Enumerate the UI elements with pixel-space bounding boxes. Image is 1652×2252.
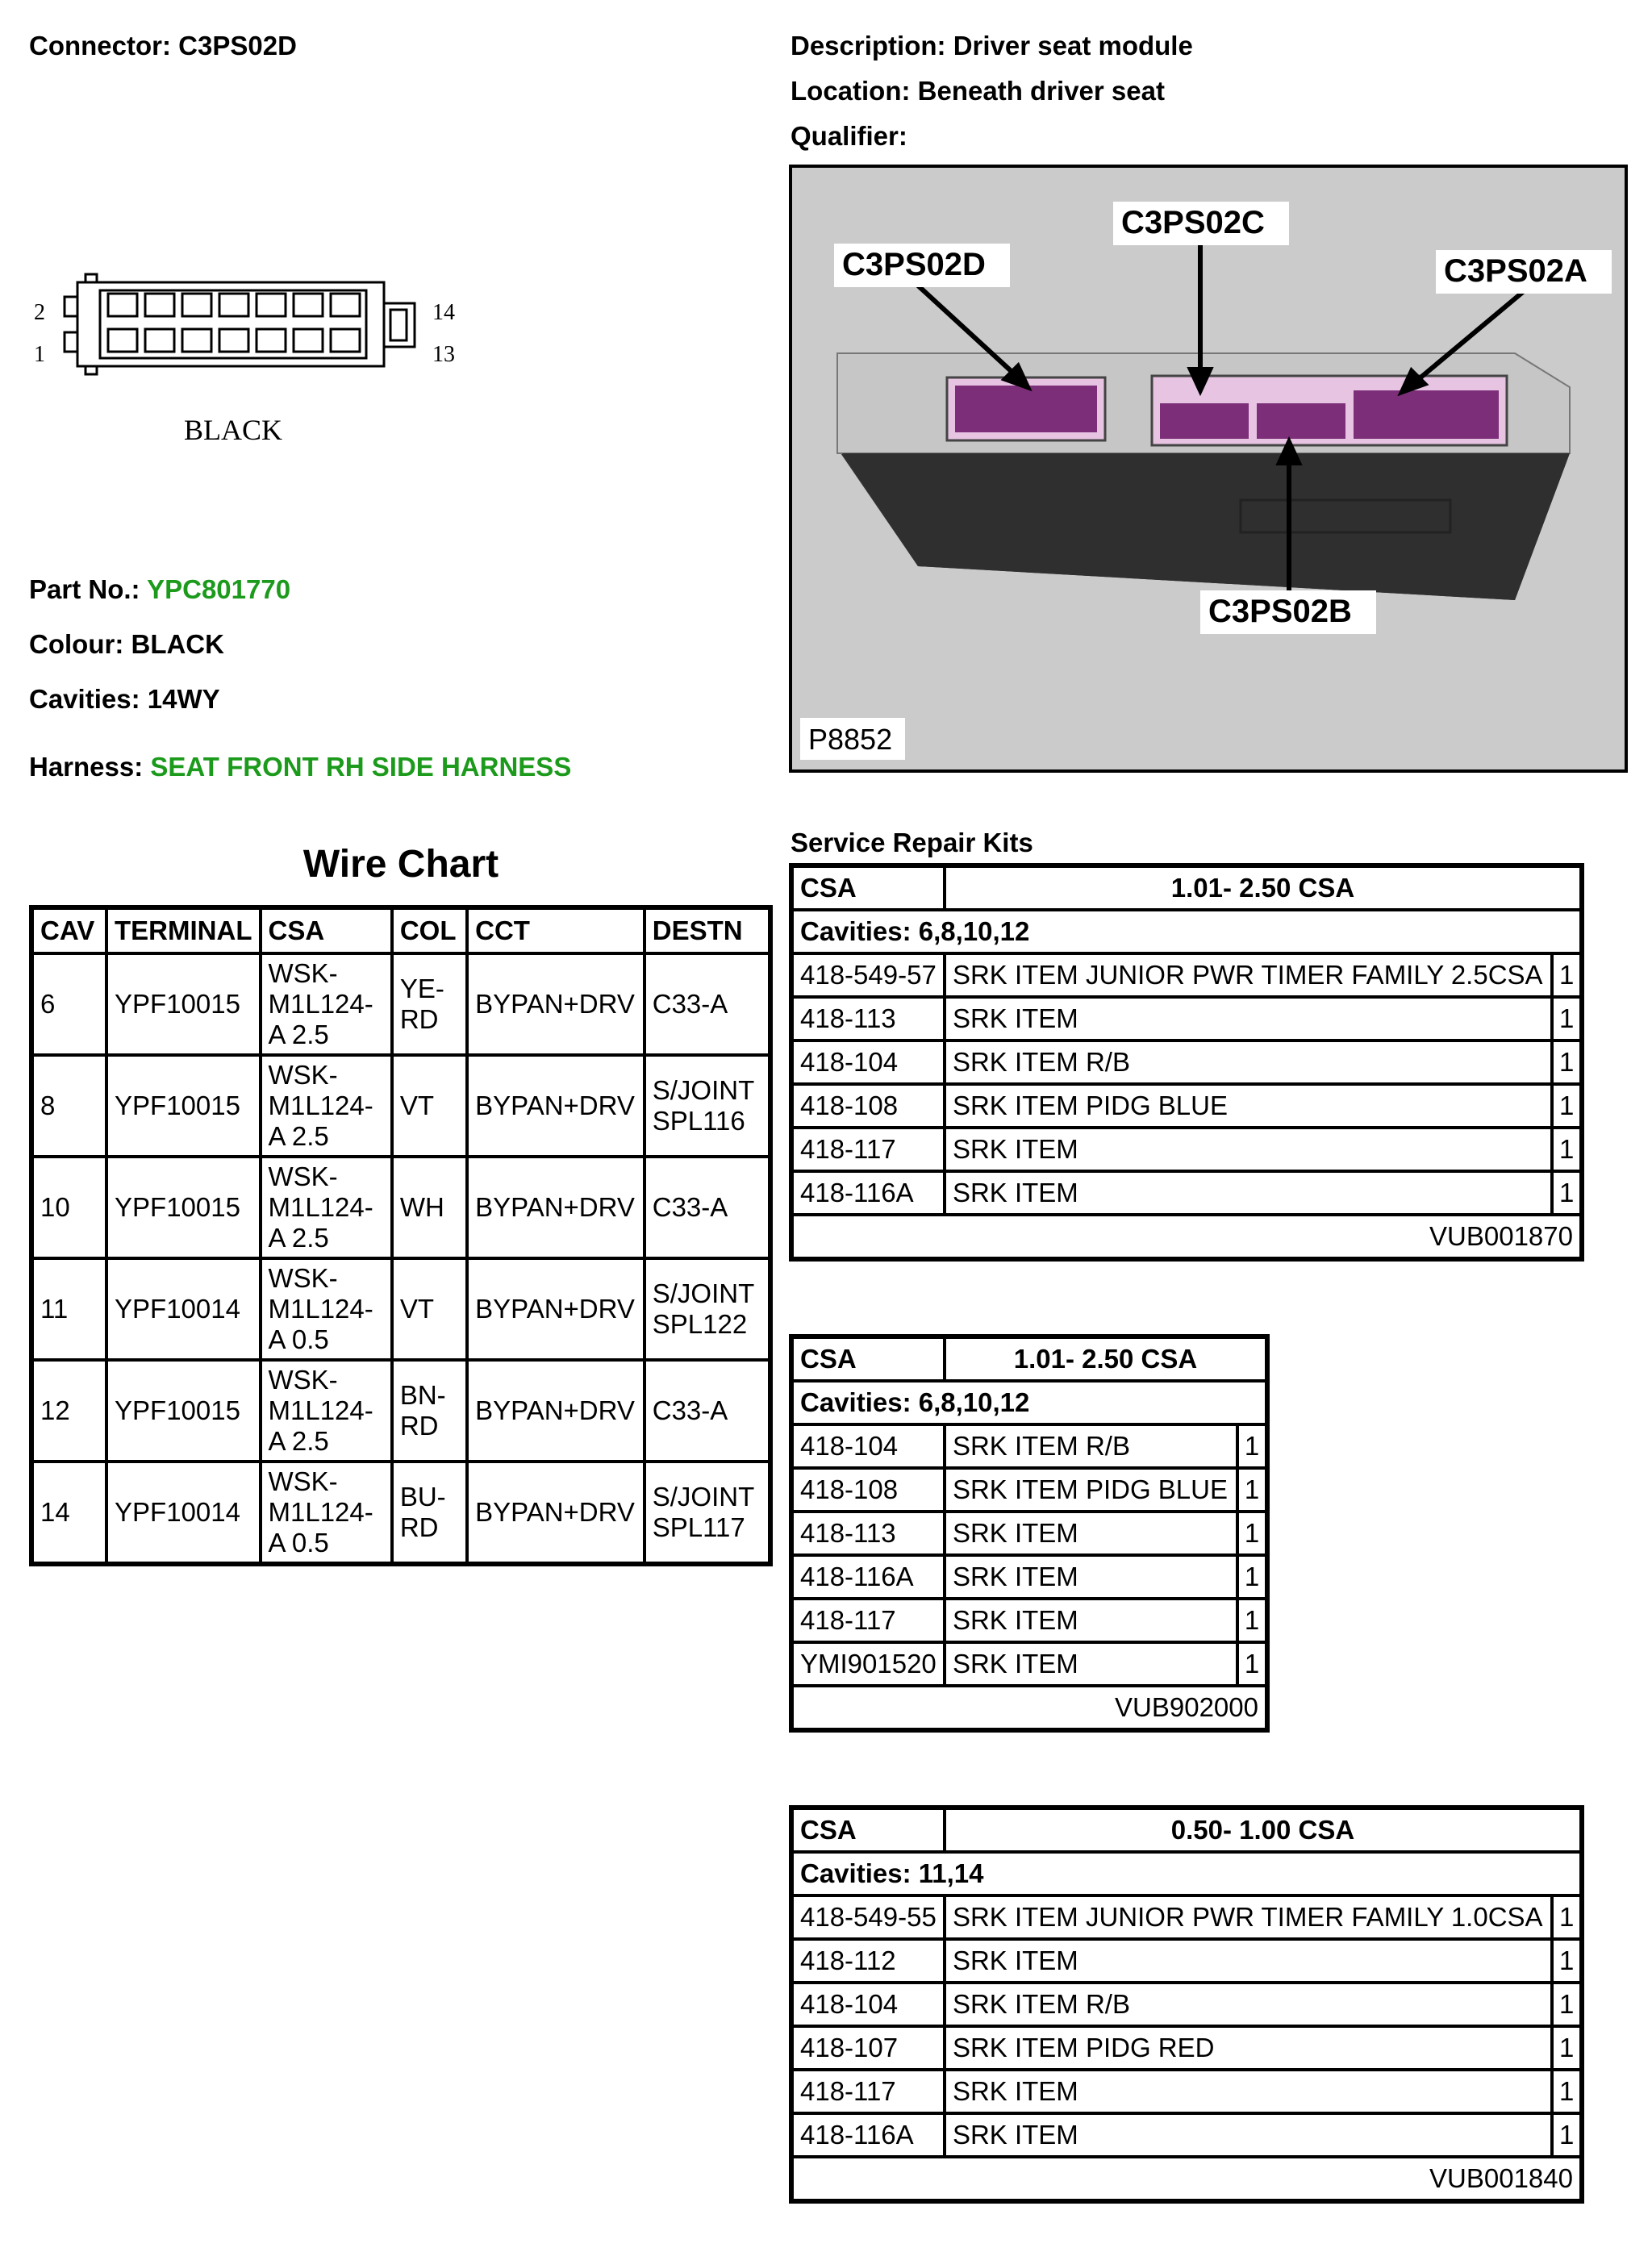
kit-item-quantity: 1 [1552, 997, 1582, 1041]
pin-label-14: 14 [432, 300, 455, 325]
wire-chart-title: Wire Chart [302, 843, 499, 886]
wire-cell-cct: BYPAN+DRV [467, 953, 645, 1055]
wire-cell-cav: 10 [31, 1157, 106, 1258]
kit-item-row [791, 1041, 1582, 1084]
wire-cell-col: VT [392, 1055, 467, 1157]
kit-item-row [791, 1642, 1267, 1686]
kit-csa-range: 0.50- 1.00 CSA [945, 1808, 1582, 1852]
wire-cell-csa: WSK- M1L124- A 2.5 [261, 1360, 392, 1462]
kit-item-code: 418-117 [791, 1128, 945, 1171]
kit-item-quantity: 1 [1552, 953, 1582, 997]
harness-line: Harness: SEAT FRONT RH SIDE HARNESS [29, 752, 572, 782]
wire-cell-cav: 12 [31, 1360, 106, 1462]
kit-item-description: SRK ITEM [945, 1555, 1237, 1599]
kit-item-row [791, 953, 1582, 997]
kit-cavities: Cavities: 11,14 [791, 1852, 1582, 1895]
kit-item-description: SRK ITEM JUNIOR PWR TIMER FAMILY 2.5CSA [945, 953, 1552, 997]
wire-chart-header-row [31, 907, 770, 953]
header-destn: DESTN [645, 907, 770, 953]
kit-cavities: Cavities: 6,8,10,12 [791, 1381, 1267, 1424]
photo-label-c3ps02b: C3PS02B [1208, 594, 1352, 629]
kit-reference-row [791, 2157, 1582, 2201]
kit-item-code: 418-108 [791, 1084, 945, 1128]
connector-cavity [108, 294, 137, 316]
kit-item-row [791, 1555, 1267, 1599]
kit-item-description: SRK ITEM [945, 1171, 1552, 1215]
connector-cavity [331, 294, 360, 316]
pin-label-1: 1 [34, 342, 45, 367]
kit-reference: VUB902000 [791, 1686, 1267, 1730]
kit-item-quantity: 1 [1552, 1084, 1582, 1128]
connector-face-diagram [29, 266, 455, 460]
wire-cell-csa: WSK- M1L124- A 2.5 [261, 953, 392, 1055]
location-photo [789, 165, 1628, 773]
kit-csa-range: 1.01- 2.50 CSA [945, 1337, 1267, 1381]
wire-cell-col: BN- RD [392, 1360, 467, 1462]
service-repair-kits-title: Service Repair Kits [791, 828, 1033, 857]
wire-cell-cav: 8 [31, 1055, 106, 1157]
kit-item-description: SRK ITEM PIDG RED [945, 2026, 1552, 2070]
kit-item-code: 418-549-55 [791, 1895, 945, 1939]
kit-item-quantity: 1 [1552, 2026, 1582, 2070]
colour-line: Colour: BLACK [29, 629, 224, 659]
wire-cell-terminal: YPF10015 [106, 1360, 260, 1462]
kit-item-description: SRK ITEM R/B [945, 1424, 1237, 1468]
kit-item-quantity: 1 [1552, 1171, 1582, 1215]
kit-item-description: SRK ITEM JUNIOR PWR TIMER FAMILY 1.0CSA [945, 1895, 1552, 1939]
kit-item-quantity: 1 [1552, 1939, 1582, 1983]
connector-colour-caption: BLACK [184, 414, 283, 446]
wire-chart-table [29, 905, 773, 1566]
kit-item-code: 418-108 [791, 1468, 945, 1512]
kit-cavities-row [791, 910, 1582, 953]
kit-csa-label: CSA [791, 1337, 945, 1381]
kit-cavities-row [791, 1381, 1267, 1424]
kit-item-quantity: 1 [1552, 2113, 1582, 2157]
photo-label-c3ps02a: C3PS02A [1444, 253, 1587, 289]
kit-item-row [791, 2113, 1582, 2157]
kit-item-code: 418-113 [791, 1512, 945, 1555]
kit-item-description: SRK ITEM [945, 1642, 1237, 1686]
wire-cell-cav: 6 [31, 953, 106, 1055]
kit-item-code: 418-116A [791, 2113, 945, 2157]
wire-cell-destn: C33-A [645, 1360, 770, 1462]
connector-cavity [219, 329, 248, 352]
kit-item-code: 418-117 [791, 1599, 945, 1642]
connector-cavity [331, 329, 360, 352]
kit-item-quantity: 1 [1552, 1128, 1582, 1171]
kit-item-code: 418-116A [791, 1555, 945, 1599]
kit-header-row [791, 1337, 1267, 1381]
kit-reference-row [791, 1686, 1267, 1730]
kit-item-row [791, 1895, 1582, 1939]
kit-item-code: 418-117 [791, 2070, 945, 2113]
header-terminal: TERMINAL [106, 907, 260, 953]
kit-item-code: YMI901520 [791, 1642, 945, 1686]
kit-item-row [791, 1983, 1582, 2026]
kit-cavities-row [791, 1852, 1582, 1895]
kit-item-code: 418-112 [791, 1939, 945, 1983]
wire-cell-destn: C33-A [645, 953, 770, 1055]
qualifier-line: Qualifier: [791, 121, 907, 151]
kit-item-description: SRK ITEM R/B [945, 1041, 1552, 1084]
kit-reference: VUB001870 [791, 1215, 1582, 1259]
header-col: COL [392, 907, 467, 953]
connector-line: Connector: C3PS02D [29, 31, 297, 60]
kit-item-code: 418-104 [791, 1424, 945, 1468]
kit-item-quantity: 1 [1237, 1599, 1267, 1642]
kit-item-description: SRK ITEM PIDG BLUE [945, 1468, 1237, 1512]
connector-cavity [294, 294, 323, 316]
wire-cell-cct: BYPAN+DRV [467, 1258, 645, 1360]
kit-item-row [791, 1128, 1582, 1171]
pin-label-13: 13 [432, 342, 455, 367]
wire-chart-row [31, 1462, 770, 1564]
kit-csa-label: CSA [791, 1808, 945, 1852]
part-number-line: Part No.: YPC801770 [29, 574, 291, 604]
kit-item-quantity: 1 [1552, 1983, 1582, 2026]
connector-cavity [219, 294, 248, 316]
harness-name: SEAT FRONT RH SIDE HARNESS [150, 752, 572, 782]
connector-cavity [257, 329, 286, 352]
wire-cell-cav: 14 [31, 1462, 106, 1564]
kit-item-description: SRK ITEM [945, 1512, 1237, 1555]
connector-cavity [257, 294, 286, 316]
kit-csa-label: CSA [791, 865, 945, 910]
kit-item-description: SRK ITEM [945, 1939, 1552, 1983]
photo-label-c3ps02c: C3PS02C [1121, 205, 1265, 240]
kit-item-row [791, 1084, 1582, 1128]
wire-cell-destn: S/JOINT SPL117 [645, 1462, 770, 1564]
photo-reference: P8852 [808, 723, 893, 756]
kit-item-quantity: 1 [1552, 1041, 1582, 1084]
kit-reference-row [791, 1215, 1582, 1259]
wire-cell-csa: WSK- M1L124- A 2.5 [261, 1157, 392, 1258]
kit-item-quantity: 1 [1552, 1895, 1582, 1939]
kit-item-description: SRK ITEM R/B [945, 1983, 1552, 2026]
wire-cell-csa: WSK- M1L124- A 0.5 [261, 1462, 392, 1564]
connector-cavity [294, 329, 323, 352]
kit-item-row [791, 2070, 1582, 2113]
kit-item-code: 418-104 [791, 1041, 945, 1084]
connector-cavity [108, 329, 137, 352]
kit-item-row [791, 1599, 1267, 1642]
connector-outline [61, 271, 432, 392]
wire-cell-terminal: YPF10015 [106, 1157, 260, 1258]
header-cav: CAV [31, 907, 106, 953]
wire-cell-col: VT [392, 1258, 467, 1360]
kit-item-row [791, 997, 1582, 1041]
kit-item-code: 418-104 [791, 1983, 945, 2026]
service-repair-kit-table [789, 863, 1584, 1262]
wire-cell-destn: S/JOINT SPL122 [645, 1258, 770, 1360]
wire-cell-terminal: YPF10015 [106, 953, 260, 1055]
kit-csa-range: 1.01- 2.50 CSA [945, 865, 1582, 910]
kit-item-code: 418-549-57 [791, 953, 945, 997]
wire-cell-csa: WSK- M1L124- A 0.5 [261, 1258, 392, 1360]
header-cct: CCT [467, 907, 645, 953]
kit-header-row [791, 1808, 1582, 1852]
kit-item-quantity: 1 [1237, 1468, 1267, 1512]
kit-item-description: SRK ITEM [945, 1128, 1552, 1171]
kit-reference: VUB001840 [791, 2157, 1582, 2201]
kit-item-row [791, 1171, 1582, 1215]
wire-chart-row [31, 953, 770, 1055]
kit-item-quantity: 1 [1237, 1642, 1267, 1686]
wire-chart-row [31, 1258, 770, 1360]
kit-item-quantity: 1 [1237, 1555, 1267, 1599]
part-number: YPC801770 [147, 574, 291, 604]
kit-item-quantity: 1 [1237, 1424, 1267, 1468]
pin-label-2: 2 [34, 300, 45, 325]
kit-item-row [791, 1468, 1267, 1512]
kit-item-row [791, 1939, 1582, 1983]
kit-item-description: SRK ITEM [945, 2070, 1552, 2113]
kit-item-row [791, 1512, 1267, 1555]
wire-cell-terminal: YPF10015 [106, 1055, 260, 1157]
photo-label-c3ps02d: C3PS02D [842, 247, 986, 282]
cavities-line: Cavities: 14WY [29, 684, 220, 714]
location-line: Location: Beneath driver seat [791, 76, 1165, 106]
wire-cell-cav: 11 [31, 1258, 106, 1360]
wire-cell-cct: BYPAN+DRV [467, 1055, 645, 1157]
wire-cell-col: YE- RD [392, 953, 467, 1055]
kit-item-description: SRK ITEM [945, 997, 1552, 1041]
wire-cell-cct: BYPAN+DRV [467, 1157, 645, 1258]
wire-cell-terminal: YPF10014 [106, 1258, 260, 1360]
kit-item-description: SRK ITEM [945, 1599, 1237, 1642]
kit-header-row [791, 865, 1582, 910]
connector-cavity [182, 294, 211, 316]
kit-item-row [791, 2026, 1582, 2070]
wire-cell-csa: WSK- M1L124- A 2.5 [261, 1055, 392, 1157]
service-repair-kit-table [789, 1334, 1270, 1733]
kit-cavities: Cavities: 6,8,10,12 [791, 910, 1582, 953]
wire-cell-terminal: YPF10014 [106, 1462, 260, 1564]
connector-cavity [145, 294, 174, 316]
kit-item-code: 418-107 [791, 2026, 945, 2070]
kit-item-row [791, 1424, 1267, 1468]
wire-cell-destn: S/JOINT SPL116 [645, 1055, 770, 1157]
wire-cell-col: WH [392, 1157, 467, 1258]
kit-item-code: 418-116A [791, 1171, 945, 1215]
connector-cavity [145, 329, 174, 352]
wire-chart-row [31, 1055, 770, 1157]
connector-cavity [182, 329, 211, 352]
kit-item-description: SRK ITEM [945, 2113, 1552, 2157]
kit-item-quantity: 1 [1237, 1512, 1267, 1555]
wire-cell-cct: BYPAN+DRV [467, 1360, 645, 1462]
wire-cell-destn: C33-A [645, 1157, 770, 1258]
wire-cell-cct: BYPAN+DRV [467, 1462, 645, 1564]
service-repair-kit-table [789, 1805, 1584, 2204]
wire-chart-row [31, 1157, 770, 1258]
wire-chart-row [31, 1360, 770, 1462]
header-csa: CSA [261, 907, 392, 953]
description-line: Description: Driver seat module [791, 31, 1193, 60]
kit-item-quantity: 1 [1552, 2070, 1582, 2113]
kit-item-description: SRK ITEM PIDG BLUE [945, 1084, 1552, 1128]
wire-cell-col: BU- RD [392, 1462, 467, 1564]
kit-item-code: 418-113 [791, 997, 945, 1041]
